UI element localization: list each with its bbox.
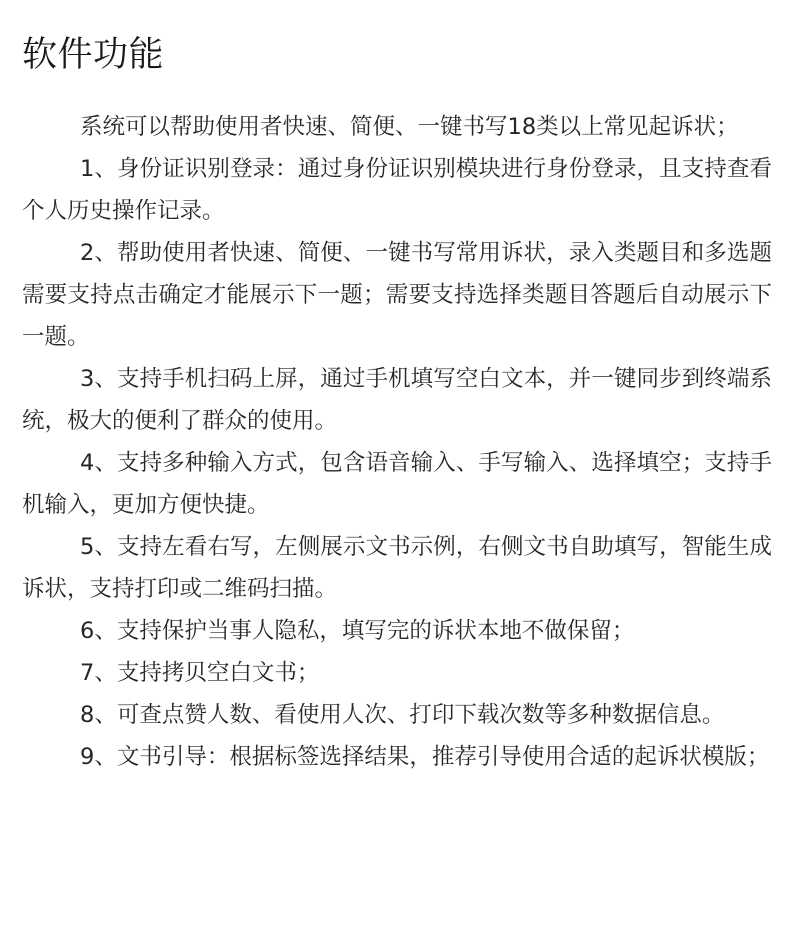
feature-item-5: 5、支持左看右写，左侧展示文书示例，右侧文书自助填写，智能生成诉状，支持打印或二维码扫描。 xyxy=(22,534,772,602)
feature-item-9: 9、文书引导：根据标签选择结果，推荐引导使用合适的起诉状模版； xyxy=(80,744,770,770)
feature-item-3: 3、支持手机扫码上屏，通过手机填写空白文本，并一键同步到终端系统，极大的便利了群众的使用。 xyxy=(22,366,772,434)
feature-item-2: 2、帮助使用者快速、简便、一键书写常用诉状，录入类题目和多选题需要支持点击确定才能展示下一题；需要支持选择类题目答题后自动展示下一题。 xyxy=(22,240,772,350)
feature-item-8: 8、可查点赞人数、看使用人次、打印下载次数等多种数据信息。 xyxy=(80,702,725,728)
feature-item-6: 6、支持保护当事人隐私，填写完的诉状本地不做保留； xyxy=(80,618,635,644)
page-title: 软件功能 xyxy=(22,35,165,75)
feature-item-1: 1、身份证识别登录：通过身份证识别模块进行身份登录，且支持查看个人历史操作记录。 xyxy=(22,156,772,224)
intro-paragraph: 系统可以帮助使用者快速、简便、一键书写18类以上常见起诉状； xyxy=(80,114,739,140)
document xyxy=(22,30,772,778)
feature-item-4: 4、支持多种输入方式，包含语音输入、手写输入、选择填空；支持手机输入，更加方便快捷。 xyxy=(22,450,772,518)
feature-item-7: 7、支持拷贝空白文书； xyxy=(80,660,320,686)
